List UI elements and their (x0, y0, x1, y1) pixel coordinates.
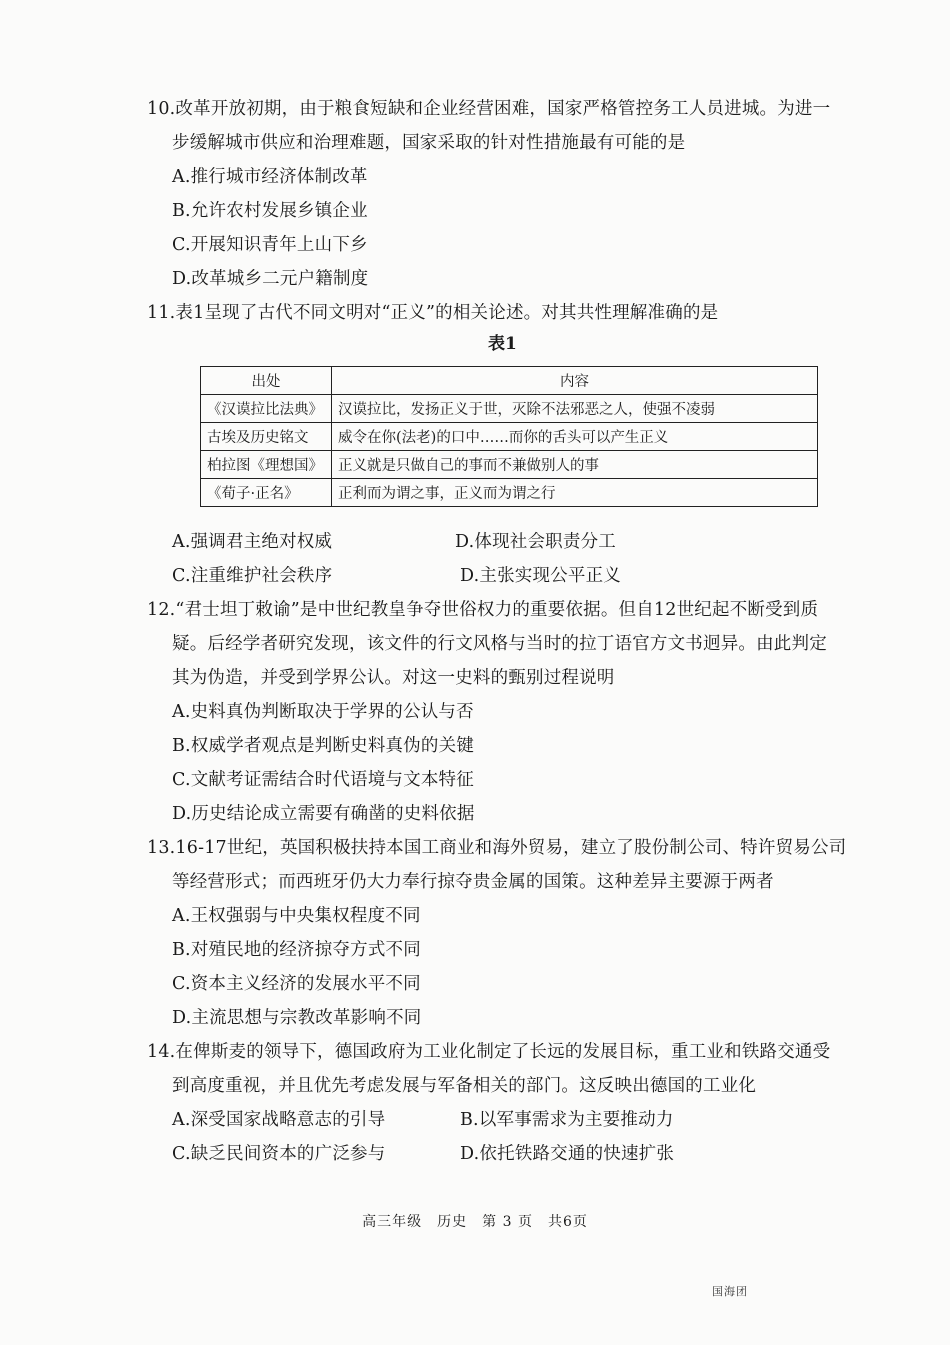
q13-stem-line-1: 13.16-17世纪，英国积极扶持本国工商业和海外贸易，建立了股份制公司、特许贸易公司 (147, 838, 847, 858)
q14-stem-line-1: 14.在俾斯麦的领导下，德国政府为工业化制定了长远的发展目标，重工业和铁路交通受 (147, 1042, 831, 1062)
table-header-source: 出处 (201, 367, 332, 395)
q13-option-c: C.资本主义经济的发展水平不同 (172, 974, 421, 994)
q11-option-a: A.强调君主绝对权威 (172, 532, 333, 552)
q12-option-d: D.历史结论成立需要有确凿的史料依据 (172, 804, 475, 824)
q10-option-d: D.改革城乡二元户籍制度 (172, 269, 369, 289)
q12-stem-line-3: 其为伪造，并受到学界公认。对这一史料的甄别过程说明 (172, 668, 615, 688)
table-row (201, 423, 818, 451)
table-header-content: 内容 (332, 367, 818, 395)
q10-stem-line-1: 10.改革开放初期，由于粮食短缺和企业经营困难，国家严格管控务工人员进城。为进一 (147, 99, 831, 119)
q12-stem-line-1: 12.“君士坦丁敕谕”是中世纪教皇争夺世俗权力的重要依据。但自12世纪起不断受到质 (147, 600, 819, 620)
table-1 (200, 366, 818, 507)
q13-option-b: B.对殖民地的经济掠夺方式不同 (172, 940, 421, 960)
q14-option-b: B.以军事需求为主要推动力 (460, 1110, 674, 1130)
q11-option-d: D.主张实现公平正义 (460, 566, 621, 586)
table-caption: 表1 (488, 334, 517, 354)
q14-option-a: A.深受国家战略意志的引导 (172, 1110, 386, 1130)
table-row (201, 395, 818, 423)
table-cell-content: 威令在你(法老)的口中……而你的舌头可以产生正义 (332, 423, 818, 451)
q12-option-c: C.文献考证需结合时代语境与文本特征 (172, 770, 474, 790)
table-cell-source: 古埃及历史铭文 (201, 423, 332, 451)
q14-stem-line-2: 到高度重视，并且优先考虑发展与军备相关的部门。这反映出德国的工业化 (172, 1076, 757, 1096)
q12-option-b: B.权威学者观点是判断史料真伪的关键 (172, 736, 475, 756)
q14-option-d: D.依托铁路交通的快速扩张 (460, 1144, 675, 1164)
page-footer: 高三年级 历史 第 3 页 共6页 (362, 1214, 588, 1230)
q13-stem-line-2: 等经营形式；而西班牙仍大力奉行掠夺贵金属的国策。这种差异主要源于两者 (172, 872, 774, 892)
q11-option-second: D.体现社会职责分工 (455, 532, 616, 552)
q10-option-b: B.允许农村发展乡镇企业 (172, 201, 368, 221)
q10-option-a: A.推行城市经济体制改革 (172, 167, 368, 187)
table-cell-source: 《荀子·正名》 (201, 479, 332, 507)
q12-stem-line-2: 疑。后经学者研究发现，该文件的行文风格与当时的拉丁语官方文书迥异。由此判定 (172, 634, 827, 654)
table-cell-source: 《汉谟拉比法典》 (201, 395, 332, 423)
table-row (201, 479, 818, 507)
table-cell-content: 正义就是只做自己的事而不兼做别人的事 (332, 451, 818, 479)
q10-stem-line-2: 步缓解城市供应和治理难题，国家采取的针对性措施最有可能的是 (172, 133, 686, 153)
table-cell-source: 柏拉图《理想国》 (201, 451, 332, 479)
table-row (201, 451, 818, 479)
q13-option-a: A.王权强弱与中央集权程度不同 (172, 906, 421, 926)
table-cell-content: 正利而为谓之事，正义而为谓之行 (332, 479, 818, 507)
q10-option-c: C.开展知识青年上山下乡 (172, 235, 368, 255)
q11-option-c: C.注重维护社会秩序 (172, 566, 333, 586)
q11-stem-line-1: 11.表1呈现了古代不同文明对“正义”的相关论述。对其共性理解准确的是 (147, 303, 719, 323)
q13-option-d: D.主流思想与宗教改革影响不同 (172, 1008, 422, 1028)
table-header-row (201, 367, 818, 395)
table-cell-content: 汉谟拉比，发扬正义于世，灭除不法邪恶之人，使强不凌弱 (332, 395, 818, 423)
q14-option-c: C.缺乏民间资本的广泛参与 (172, 1144, 386, 1164)
corner-mark: 国海团 (712, 1285, 748, 1298)
q12-option-a: A.史料真伪判断取决于学界的公认与否 (172, 702, 474, 722)
